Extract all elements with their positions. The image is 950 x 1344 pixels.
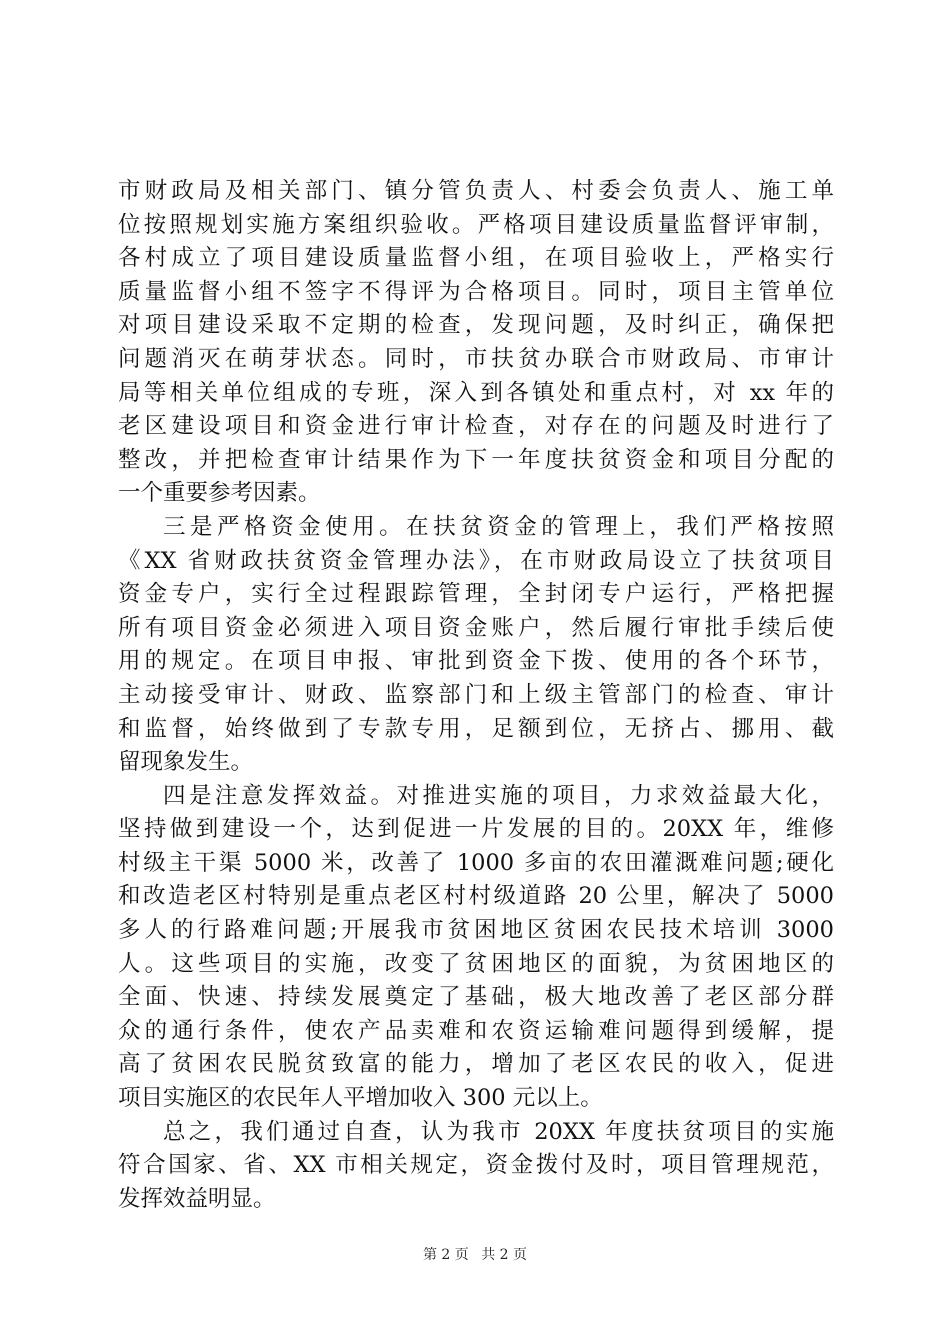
text-line: 《XX 省财政扶贫资金管理办法》，在市财政局设立了扶贫项目 xyxy=(118,547,834,574)
text-line: 一个重要参考因素。 xyxy=(118,480,321,507)
text-line: 高了贫困农民脱贫致富的能力，增加了老区农民的收入，促进 xyxy=(118,1051,834,1078)
text-line: 和改造老区村特别是重点老区村村级道路 20 公里，解决了 5000 xyxy=(118,883,834,910)
text-line: 市财政局及相关部门、镇分管负责人、村委会负责人、施工单 xyxy=(118,178,834,204)
text-line: 项目实施区的农民年人平增加收入 300 元以上。 xyxy=(118,1085,603,1112)
page-number: 第 2 页 xyxy=(422,1247,469,1263)
text-line: 老区建设项目和资金进行审计检查，对存在的问题及时进行了 xyxy=(118,413,834,440)
text-line: 众的通行条件，使农产品卖难和农资运输难问题得到缓解，提 xyxy=(118,1017,834,1044)
text-line: 整改，并把检查审计结果作为下一年度扶贫资金和项目分配的 xyxy=(118,446,834,473)
text-line: 四是注意发挥效益。对推进实施的项目，力求效益最大化， xyxy=(163,782,834,809)
page-footer xyxy=(0,1244,950,1264)
text-line: 主动接受审计、财政、监察部门和上级主管部门的检查、审计 xyxy=(118,681,834,708)
text-line: 坚持做到建设一个，达到促进一片发展的目的。20XX 年，维修 xyxy=(118,816,834,843)
text-line: 问题消灭在萌芽状态。同时，市扶贫办联合市财政局、市审计 xyxy=(118,345,834,372)
text-line: 质量监督小组不签字不得评为合格项目。同时，项目主管单位 xyxy=(118,278,834,305)
text-line: 位按照规划实施方案组织验收。严格项目建设质量监督评审制， xyxy=(118,211,834,238)
text-line: 资金专户，实行全过程跟踪管理，全封闭专户运行，严格把握 xyxy=(118,581,834,608)
text-line: 三是严格资金使用。在扶贫资金的管理上，我们严格按照 xyxy=(163,513,834,540)
text-line: 总之，我们通过自查，认为我市 20XX 年度扶贫项目的实施 xyxy=(163,1118,834,1145)
text-line: 人。这些项目的实施，改变了贫困地区的面貌，为贫困地区的 xyxy=(118,950,834,977)
text-line: 发挥效益明显。 xyxy=(118,1185,276,1212)
page-total: 共 2 页 xyxy=(481,1247,528,1263)
text-line: 局等相关单位组成的专班，深入到各镇处和重点村，对 xx 年的 xyxy=(118,379,834,406)
text-line: 用的规定。在项目申报、审批到资金下拨、使用的各个环节， xyxy=(118,648,834,675)
text-line: 留现象发生。 xyxy=(118,749,254,776)
text-line: 村级主干渠 5000 米，改善了 1000 多亩的农田灌溉难问题;硬化 xyxy=(118,849,834,876)
document-body-text xyxy=(118,175,834,1216)
text-line: 多人的行路难问题;开展我市贫困地区贫困农民技术培训 3000 xyxy=(118,917,834,944)
text-line: 各村成立了项目建设质量监督小组，在项目验收上，严格实行 xyxy=(118,245,834,272)
text-line: 符合国家、省、XX 市相关规定，资金拨付及时，项目管理规范， xyxy=(118,1152,834,1179)
text-line: 全面、快速、持续发展奠定了基础，极大地改善了老区部分群 xyxy=(118,984,834,1011)
text-line: 和监督，始终做到了专款专用，足额到位，无挤占、挪用、截 xyxy=(118,715,834,742)
text-line: 对项目建设采取不定期的检查，发现问题，及时纠正，确保把 xyxy=(118,312,834,339)
text-line: 所有项目资金必须进入项目资金账户，然后履行审批手续后使 xyxy=(118,614,834,641)
